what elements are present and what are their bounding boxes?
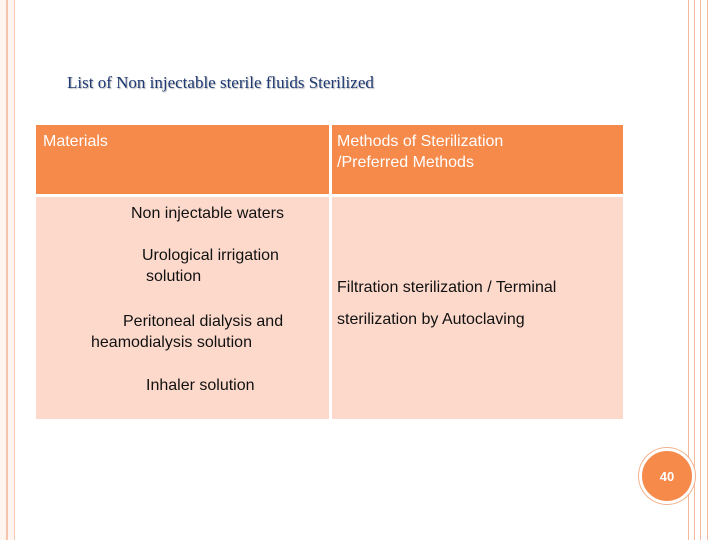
material-line: solution (146, 268, 202, 285)
materials-cell (36, 197, 329, 419)
material-line: Non injectable waters (131, 205, 284, 222)
material-item (91, 311, 283, 353)
header-methods-line2: /Preferred Methods (337, 154, 474, 171)
method-line2: sterilization by Autoclaving (337, 311, 525, 328)
method-line1: Filtration sterilization / Terminal (337, 279, 557, 296)
material-item (131, 203, 284, 224)
header-methods-line1: Methods of Sterilization (337, 133, 504, 150)
header-methods (332, 125, 623, 194)
page-number: 40 (659, 468, 675, 484)
left-decorative-border (0, 0, 15, 540)
page-number-badge (639, 448, 695, 504)
material-item (142, 245, 279, 287)
material-item (146, 375, 255, 396)
header-materials (36, 125, 329, 194)
material-line: Peritoneal dialysis and (123, 313, 284, 330)
slide-title: List of Non injectable sterile fluids Sterilized (67, 73, 374, 92)
material-line: Inhaler solution (146, 377, 255, 394)
material-line: Urological irrigation (142, 247, 279, 264)
sterilization-table (36, 125, 623, 419)
header-materials-label: Materials (43, 133, 108, 150)
material-line: heamodialysis solution (91, 334, 252, 351)
methods-cell (332, 197, 623, 419)
